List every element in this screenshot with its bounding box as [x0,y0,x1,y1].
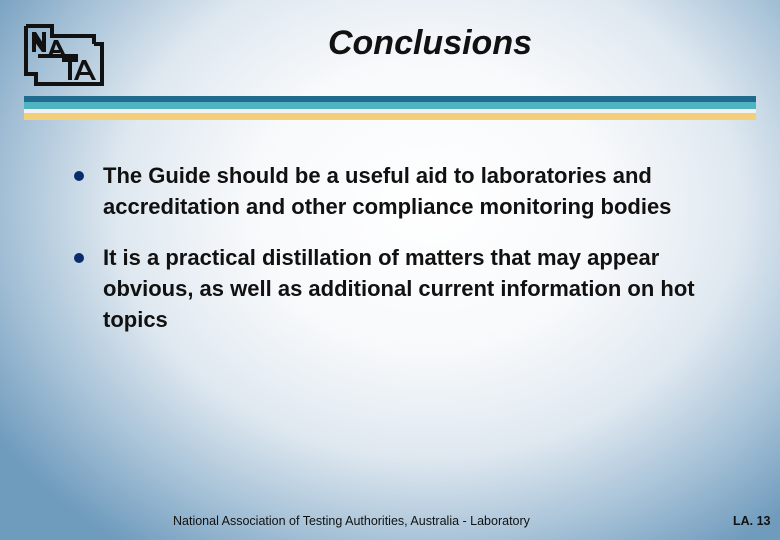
bullet-text: The Guide should be a useful aid to laboratories and accreditation and other compliance monitoring bodies [103,163,672,219]
bullet-icon [74,171,84,181]
bullet-item [70,160,730,222]
bullet-icon [74,253,84,263]
header-stripe-teal [24,102,756,109]
bullet-item [70,242,730,335]
nata-logo [24,22,104,88]
slide-title: Conclusions [327,24,533,62]
page-number: LA. 13 [733,514,771,528]
footer-organization: National Association of Testing Authorities, Australia - Laboratory [173,514,530,528]
bullet-list [70,160,730,355]
header-stripe-gold [24,113,756,120]
bullet-text: It is a practical distillation of matters that may appear obvious, as well as additional current information on hot topics [103,245,695,332]
